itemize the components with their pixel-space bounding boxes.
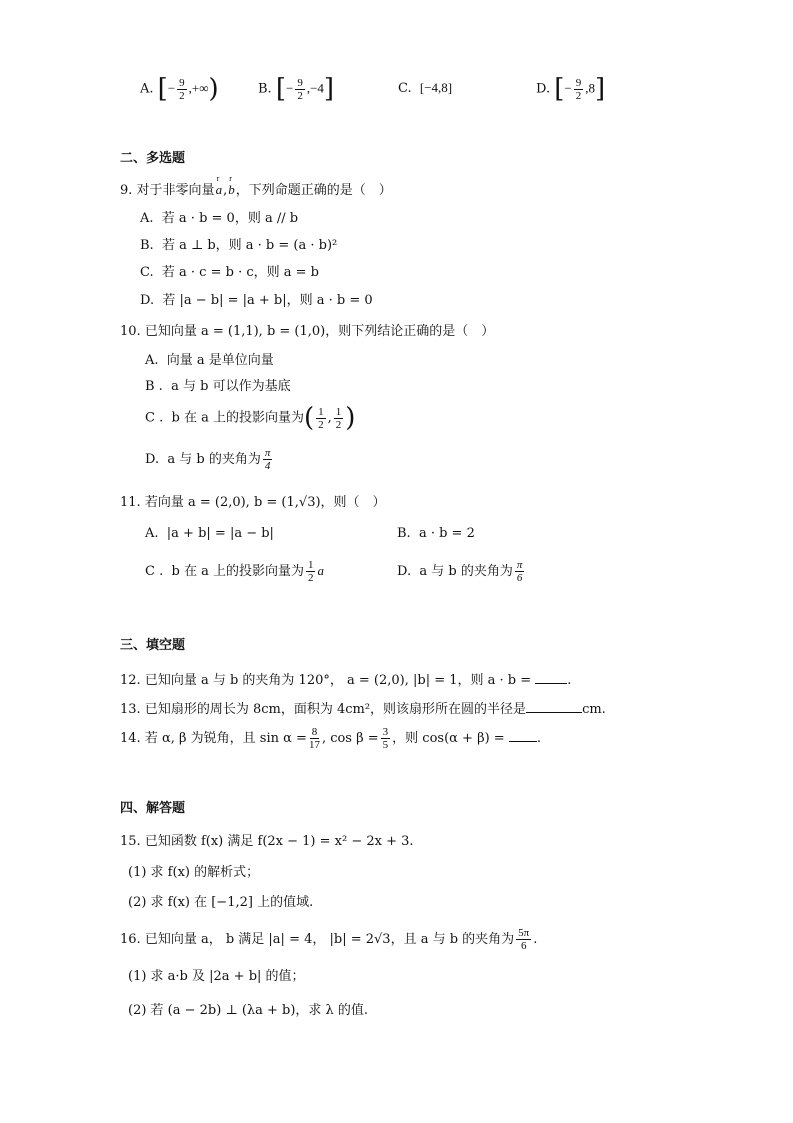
q12-answer-blank[interactable] <box>535 683 567 684</box>
q11-option-a: A. |a + b| = |a − b| <box>145 526 274 541</box>
q9-option-d: D. 若 |a − b| = |a + b|，则 a · b = 0 <box>140 293 373 308</box>
q11-stem: 11. 若向量 a = (2,0), b = (1,√3)，则（ ） <box>120 495 386 510</box>
q9-option-c: C. 若 a · c = b · c，则 a = b <box>140 265 319 280</box>
section-title-solve: 四、解答题 <box>120 801 186 816</box>
q16-part-2: (2) 若 (a − 2b) ⊥ (λa + b)，求 λ 的值. <box>128 1003 369 1018</box>
q8-option-d: D. [− $\frac{9}{2}$ ,8] <box>536 74 606 104</box>
q11-option-d: D. a 与 b 的夹角为 $\frac{\pi}{6}$ <box>397 559 523 584</box>
q14: 14. 若 α, β 为锐角，且 sin α = $\frac{8}{17}$ , cos β = $\frac{3}{5}$ ，则 cos(α + β) = . <box>120 726 541 751</box>
q16-part-1: (1) 求 a·b 及 |2a + b| 的值； <box>128 969 305 984</box>
q16-stem: 16. 已知向量 a， b 满足 |a| = 4， |b| = 2√3，且 a 与 b 的夹角为 $\frac{5\pi}{6}$ . <box>120 927 538 952</box>
q15-stem: 15. 已知函数 f(x) 满足 f(2x − 1) = x² − 2x + 3. <box>120 834 414 849</box>
q9-option-a: A. 若 a · b = 0，则 a // b <box>140 211 299 226</box>
q10-option-c: C . b 在 a 上的投影向量为( $\frac{1}{2}$ , $\frac{1}{2}$ ) <box>145 403 356 433</box>
q9-option-b: B. 若 a ⊥ b，则 a · b = (a · b)² <box>140 238 338 253</box>
q15-part-2: (2) 求 f(x) 在 [−1,2] 上的值域. <box>128 895 314 910</box>
q8-option-c: C. [−4,8] <box>398 80 453 96</box>
q15-part-1: (1) 求 f(x) 的解析式； <box>128 865 260 880</box>
q10-stem: 10. 已知向量 a = (1,1), b = (1,0)，则下列结论正确的是（ ） <box>120 324 495 339</box>
q13-answer-blank[interactable] <box>526 712 582 713</box>
q13: 13. 已知扇形的周长为 8cm，面积为 4cm²，则该扇形所在圆的半径是 cm. <box>120 702 606 717</box>
q10-option-b: B . a 与 b 可以作为基底 <box>145 379 291 394</box>
q11-option-c: C . b 在 a 上的投影向量为 $\frac{1}{2}$ a <box>145 559 324 584</box>
q12: 12. 已知向量 a 与 b 的夹角为 120°， a = (2,0), |b| = 1，则 a · b = . <box>120 673 572 688</box>
section-title-multiple-choice: 二、多选题 <box>120 151 186 166</box>
q10-option-d: D. a 与 b 的夹角为 $\frac{\pi}{4}$ <box>145 447 271 472</box>
q8-option-b: B. [− $\frac{9}{2}$ ,−4] <box>258 74 335 104</box>
q10-option-a: A. 向量 a 是单位向量 <box>145 353 274 368</box>
q14-answer-blank[interactable] <box>509 741 537 742</box>
q11-option-b: B. a · b = 2 <box>397 526 475 541</box>
section-title-fill-blank: 三、填空题 <box>120 638 186 653</box>
q8-option-a: A. [− $\frac{9}{2}$ ,+∞) <box>140 74 219 104</box>
q9-stem: 9. 对于非零向量r a,r b，下列命题正确的是（ ） <box>120 179 392 198</box>
